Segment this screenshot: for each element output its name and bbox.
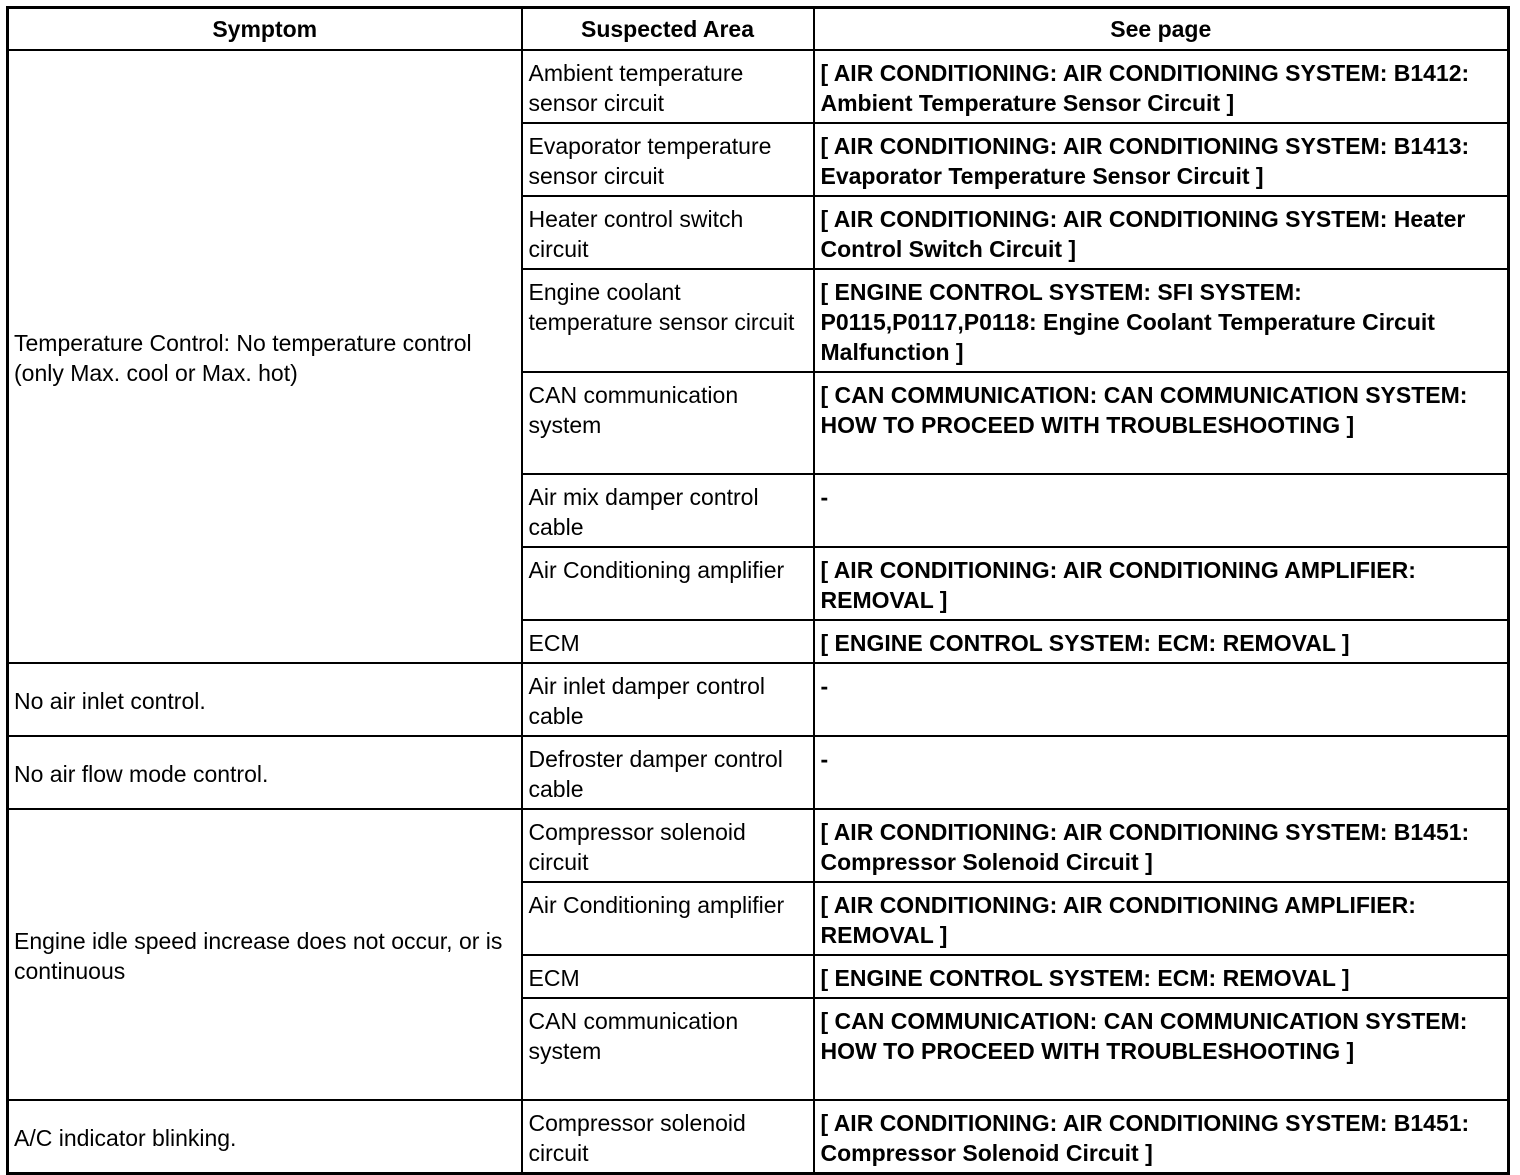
- suspected-area-cell: Heater control switch circuit: [522, 196, 814, 269]
- see-page-cell: -: [814, 736, 1509, 809]
- suspected-area-cell: Compressor solenoid circuit: [522, 809, 814, 882]
- see-page-cell: [ AIR CONDITIONING: AIR CONDITIONING SYSTEM: B1451: Compressor Solenoid Circuit ]: [814, 809, 1509, 882]
- suspected-area-cell: Ambient temperature sensor circuit: [522, 50, 814, 123]
- see-page-cell: [ AIR CONDITIONING: AIR CONDITIONING SYSTEM: B1413: Evaporator Temperature Sensor Circuit ]: [814, 123, 1509, 196]
- suspected-area-cell: Engine coolant temperature sensor circuit: [522, 269, 814, 372]
- suspected-area-cell: Air Conditioning amplifier: [522, 547, 814, 620]
- see-page-cell: [ AIR CONDITIONING: AIR CONDITIONING SYSTEM: Heater Control Switch Circuit ]: [814, 196, 1509, 269]
- header-suspected-area: Suspected Area: [522, 8, 814, 50]
- see-page-cell: [ AIR CONDITIONING: AIR CONDITIONING SYSTEM: B1412: Ambient Temperature Sensor Circuit ]: [814, 50, 1509, 123]
- table-row: [8, 736, 1509, 809]
- table-row: [8, 1100, 1509, 1174]
- troubleshooting-table: [6, 6, 1510, 1175]
- see-page-cell: [ ENGINE CONTROL SYSTEM: ECM: REMOVAL ]: [814, 620, 1509, 663]
- symptom-cell: No air inlet control.: [8, 663, 522, 736]
- symptom-cell: Temperature Control: No temperature control (only Max. cool or Max. hot): [8, 50, 522, 663]
- see-page-cell: [ CAN COMMUNICATION: CAN COMMUNICATION SYSTEM: HOW TO PROCEED WITH TROUBLESHOOTING ]: [814, 372, 1509, 474]
- header-see-page: See page: [814, 8, 1509, 50]
- table-row: [8, 50, 1509, 123]
- suspected-area-cell: CAN communication system: [522, 998, 814, 1100]
- suspected-area-cell: Air mix damper control cable: [522, 474, 814, 547]
- table-row: [8, 809, 1509, 882]
- header-symptom: Symptom: [8, 8, 522, 50]
- suspected-area-cell: CAN communication system: [522, 372, 814, 474]
- see-page-cell: -: [814, 663, 1509, 736]
- symptom-cell: Engine idle speed increase does not occur, or is continuous: [8, 809, 522, 1100]
- suspected-area-cell: ECM: [522, 620, 814, 663]
- suspected-area-cell: Air Conditioning amplifier: [522, 882, 814, 955]
- see-page-cell: [ AIR CONDITIONING: AIR CONDITIONING SYSTEM: B1451: Compressor Solenoid Circuit ]: [814, 1100, 1509, 1174]
- header-row: [8, 8, 1509, 50]
- see-page-cell: [ AIR CONDITIONING: AIR CONDITIONING AMPLIFIER: REMOVAL ]: [814, 882, 1509, 955]
- symptom-cell: No air flow mode control.: [8, 736, 522, 809]
- suspected-area-cell: Evaporator temperature sensor circuit: [522, 123, 814, 196]
- suspected-area-cell: Compressor solenoid circuit: [522, 1100, 814, 1174]
- see-page-cell: [ AIR CONDITIONING: AIR CONDITIONING AMPLIFIER: REMOVAL ]: [814, 547, 1509, 620]
- see-page-cell: [ ENGINE CONTROL SYSTEM: SFI SYSTEM: P0115,P0117,P0118: Engine Coolant Temperature Circuit Malfunction ]: [814, 269, 1509, 372]
- suspected-area-cell: ECM: [522, 955, 814, 998]
- see-page-cell: [ ENGINE CONTROL SYSTEM: ECM: REMOVAL ]: [814, 955, 1509, 998]
- table-row: [8, 663, 1509, 736]
- suspected-area-cell: Defroster damper control cable: [522, 736, 814, 809]
- see-page-cell: [ CAN COMMUNICATION: CAN COMMUNICATION SYSTEM: HOW TO PROCEED WITH TROUBLESHOOTING ]: [814, 998, 1509, 1100]
- suspected-area-cell: Air inlet damper control cable: [522, 663, 814, 736]
- see-page-cell: -: [814, 474, 1509, 547]
- symptom-cell: A/C indicator blinking.: [8, 1100, 522, 1174]
